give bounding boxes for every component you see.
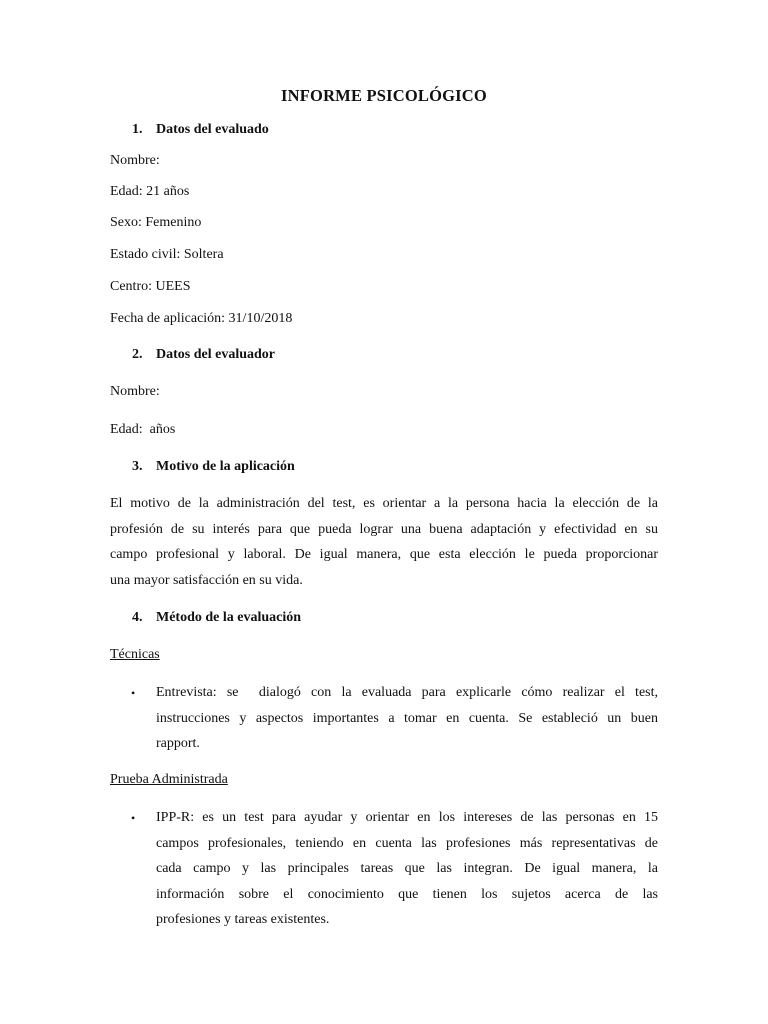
evaluado-estado-civil: Estado civil: Soltera bbox=[110, 247, 224, 262]
paragraph-line: una mayor satisfacción en su vida. bbox=[110, 572, 303, 588]
evaluado-nombre: Nombre: bbox=[110, 153, 160, 168]
document-title: INFORME PSICOLÓGICO bbox=[281, 86, 487, 105]
section-number: 3. bbox=[132, 459, 143, 474]
bullet-icon: • bbox=[131, 686, 136, 700]
tecnicas-label: Técnicas bbox=[110, 647, 160, 662]
paragraph-line: rapport. bbox=[156, 736, 200, 751]
section-title: Método de la evaluación bbox=[156, 610, 302, 625]
paragraph-line: campos profesionales, teniendo en cuenta las profesiones más representativas de bbox=[156, 835, 658, 851]
section-number: 2. bbox=[132, 347, 143, 362]
evaluador-nombre: Nombre: bbox=[110, 384, 160, 399]
section-number: 1. bbox=[132, 122, 143, 137]
paragraph-line: IPP-R: es un test para ayudar y orientar en los intereses de las personas en 15 bbox=[156, 810, 658, 825]
evaluado-edad: Edad: 21 años bbox=[110, 184, 190, 199]
paragraph-line: profesiones y tareas existentes. bbox=[156, 912, 330, 927]
section-title: Datos del evaluador bbox=[156, 347, 275, 362]
paragraph-line: cada campo y las principales tareas que las integran. De igual manera, la bbox=[156, 861, 658, 876]
paragraph-line: información sobre el conocimiento que tienen los sujetos acerca de las bbox=[156, 886, 658, 902]
paragraph-line: campo profesional y laboral. De igual manera, que esta elección le pueda proporcionar bbox=[110, 547, 658, 562]
section-title: Motivo de la aplicación bbox=[156, 459, 295, 474]
paragraph-line: Entrevista: se dialogó con la evaluada para explicarle cómo realizar el test, bbox=[156, 685, 658, 700]
paragraph-line: profesión de su interés para que pueda lograr una buena adaptación y efectividad en su bbox=[110, 521, 658, 537]
motivo-paragraph bbox=[110, 491, 658, 593]
evaluador-edad: Edad: años bbox=[110, 422, 176, 437]
paragraph-line: El motivo de la administración del test, es orientar a la persona hacia la elección de la bbox=[110, 496, 658, 511]
paragraph-line: instrucciones y aspectos importantes a tomar en cuenta. Se estableció un buen bbox=[156, 710, 658, 726]
evaluado-fecha: Fecha de aplicación: 31/10/2018 bbox=[110, 311, 293, 326]
tecnicas-item bbox=[156, 680, 658, 757]
evaluado-sexo: Sexo: Femenino bbox=[110, 215, 202, 230]
section-number: 4. bbox=[132, 610, 143, 625]
prueba-item bbox=[156, 805, 658, 933]
section-title: Datos del evaluado bbox=[156, 122, 269, 137]
prueba-label: Prueba Administrada bbox=[110, 772, 228, 787]
bullet-icon: • bbox=[131, 811, 136, 825]
evaluado-centro: Centro: UEES bbox=[110, 279, 191, 294]
